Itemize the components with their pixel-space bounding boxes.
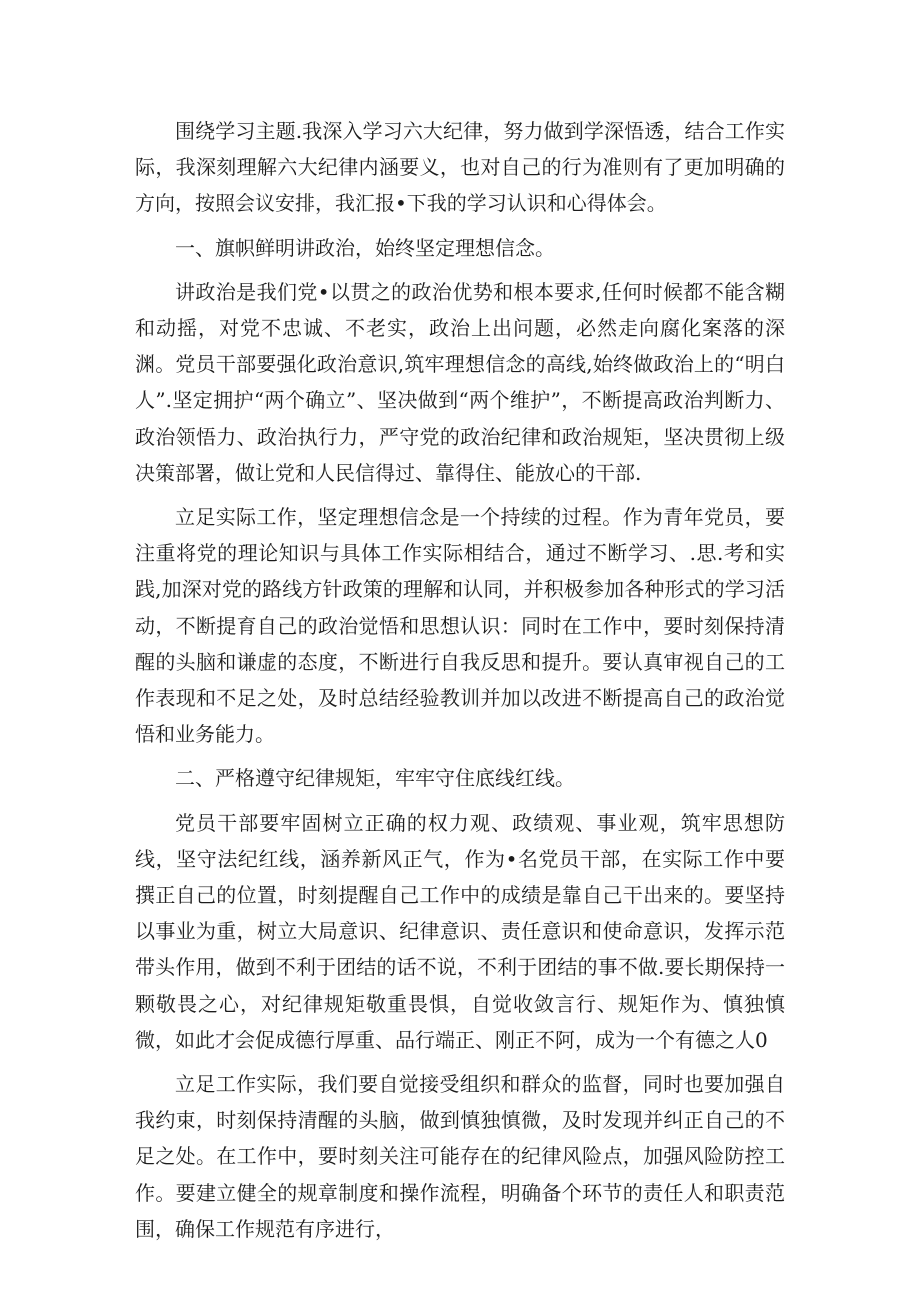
section-heading-2: 二、严格遵守纪律规矩，牢牢守住底线红线。 bbox=[175, 766, 575, 791]
paragraph-supervision: 立足工作实际，我们要自觉接受组织和群众的监督，同时也要加强自我约束，时刻保持清醒的头脑，做到慎独慎微，及时发现并纠正自己的不足之处。在工作中，要时刻关注可能存在的纪律风险点，加强风险防控工作。要建立健全的规章制度和操作流程，明确备个环节的责任人和职责范围，确保工作规范有序进行， bbox=[135, 1072, 785, 1241]
paragraph-ideals: 立足实际工作，坚定理想信念是一个持续的过程。作为青年党员，要注重将党的理论知识与具体工作实际相结合，通过不断学习、.思.考和实践,加深对党的路线方针政策的理解和认同，并积极参加各种形式的学习活动，不断提育自己的政治觉悟和思想认识：同时在工作中，要时刻保持清醒的头脑和谦虚的态度，不断进行自我反思和提升。要认真审视自己的工作表现和不足之处，及时总结经验教训并加以改进不断提高自己的政治觉悟和业务能力。 bbox=[135, 505, 785, 747]
paragraph-intro: 围绕学习主题.我深入学习六大纪律，努力做到学深悟透，结合工作实际，我深刻理解六大纪律内涵要义，也对自己的行为准则有了更加明确的方向，按照会议安排，我汇报•下我的学习认识和心得体会。 bbox=[135, 119, 785, 216]
paragraph-politics: 讲政治是我们党•以贯之的政治优势和根本要求,任何时候都不能含糊和动摇，对党不忠诚、不老实，政治上出问题，必然走向腐化案落的深渊。党员干部要强化政治意识,筑牢理想信念的高线,始终做政治上的“明白人”.坚定拥护“两个确立”、坚决做到“两个维护”，不断提高政治判断力、政治领悟力、政治执行力，严守党的政治纪律和政治规矩，坚决贯彻上级决策部署，做让党和人民信得过、靠得住、能放心的干部. bbox=[135, 279, 785, 485]
section-heading-1: 一、旗帜鲜明讲政治，始终坚定理想信念。 bbox=[175, 235, 555, 260]
document-body bbox=[135, 113, 785, 1247]
paragraph-discipline: 党员干部要牢固树立正确的权力观、政绩观、事业观，筑牢思想防线，坚守法纪红线，涵养新风正气，作为•名党员干部，在实际工作中要撰正自己的位置，时刻提醒自己工作中的成绩是靠自己干出来的。要坚持以事业为重，树立大局意识、纪律意识、责任意识和使命意识，发挥示范带头作用，做到不利于团结的话不说，不利于团结的事不做.要长期保持一颗敬畏之心，对纪律规矩敬重畏惧，自觉收敛言行、规矩作为、慎独慎微，如此才会促成德行厚重、品行端正、刚正不阿，成为一个有德之人0 bbox=[135, 810, 785, 1052]
